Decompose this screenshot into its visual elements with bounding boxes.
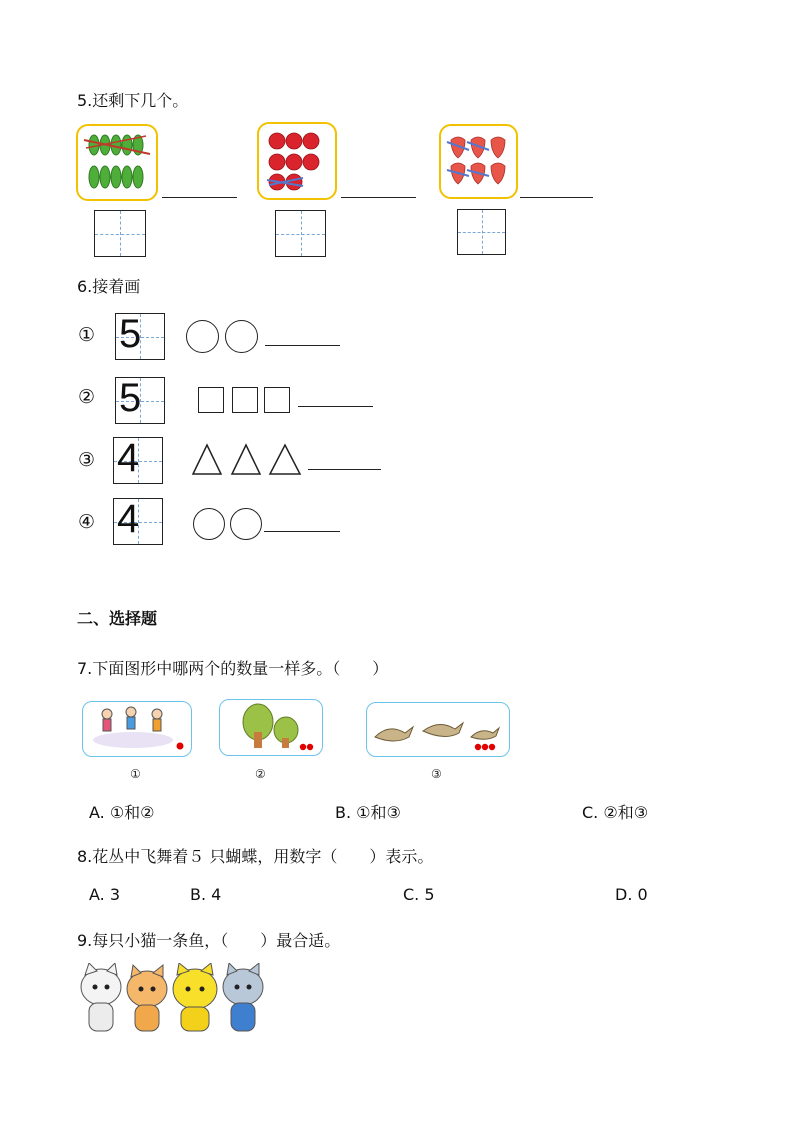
row-marker: ① (78, 324, 96, 346)
picture-caption: ① (130, 767, 141, 781)
digit-label: 4 (117, 497, 140, 541)
circle-shape (225, 320, 258, 353)
draw-line[interactable] (298, 406, 373, 407)
option-c[interactable]: C. 5 (403, 885, 435, 904)
triangle-shapes (190, 442, 305, 476)
answer-line[interactable] (520, 197, 593, 198)
answer-line[interactable] (162, 197, 237, 198)
digit-label: 4 (117, 436, 140, 480)
digit-box (113, 498, 163, 545)
trees-icon (219, 699, 323, 756)
digit-box (115, 313, 165, 360)
apple-icon (257, 122, 337, 200)
square-shape (198, 387, 224, 413)
q7-title: 7.下面图形中哪两个的数量一样多。（ ） (77, 659, 389, 678)
pea-pod-icon (76, 124, 158, 201)
option-b[interactable]: B. 4 (190, 885, 222, 904)
option-a[interactable]: A. 3 (89, 885, 121, 904)
answer-grid-box[interactable] (457, 209, 506, 255)
row-marker: ④ (78, 511, 96, 533)
q8-title: 8.花丛中飞舞着５ 只蝴蝶，用数字（ ）表示。 (77, 847, 434, 866)
answer-grid-box[interactable] (275, 210, 326, 257)
draw-line[interactable] (308, 469, 381, 470)
cats-icon (77, 963, 273, 1035)
square-shape (232, 387, 258, 413)
digit-box (115, 377, 165, 424)
geese-icon (366, 702, 510, 757)
picture-caption: ② (255, 767, 266, 781)
draw-line[interactable] (264, 531, 340, 532)
digit-box (113, 437, 163, 484)
answer-grid-box[interactable] (94, 210, 146, 257)
circle-shape (193, 508, 225, 540)
strawberry-icon (439, 124, 518, 199)
digit-label: 5 (119, 312, 142, 356)
option-b[interactable]: B. ①和③ (335, 803, 401, 822)
q6-title: 6.接着画 (77, 277, 141, 296)
square-shape (264, 387, 290, 413)
circle-shape (186, 320, 219, 353)
draw-line[interactable] (265, 345, 340, 346)
circle-shape (230, 508, 262, 540)
picture-caption: ③ (431, 767, 442, 781)
option-d[interactable]: D. 0 (615, 885, 648, 904)
digit-label: 5 (119, 376, 142, 420)
section-title: 二、选择题 (77, 609, 158, 628)
q9-title: 9.每只小猫一条鱼，（ ）最合适。 (77, 931, 341, 950)
row-marker: ③ (78, 449, 96, 471)
row-marker: ② (78, 386, 96, 408)
q5-title: 5.还剩下几个。 (77, 91, 189, 110)
answer-line[interactable] (341, 197, 416, 198)
children-icon (82, 701, 192, 757)
option-c[interactable]: C. ②和③ (582, 803, 649, 822)
option-a[interactable]: A. ①和② (89, 803, 155, 822)
